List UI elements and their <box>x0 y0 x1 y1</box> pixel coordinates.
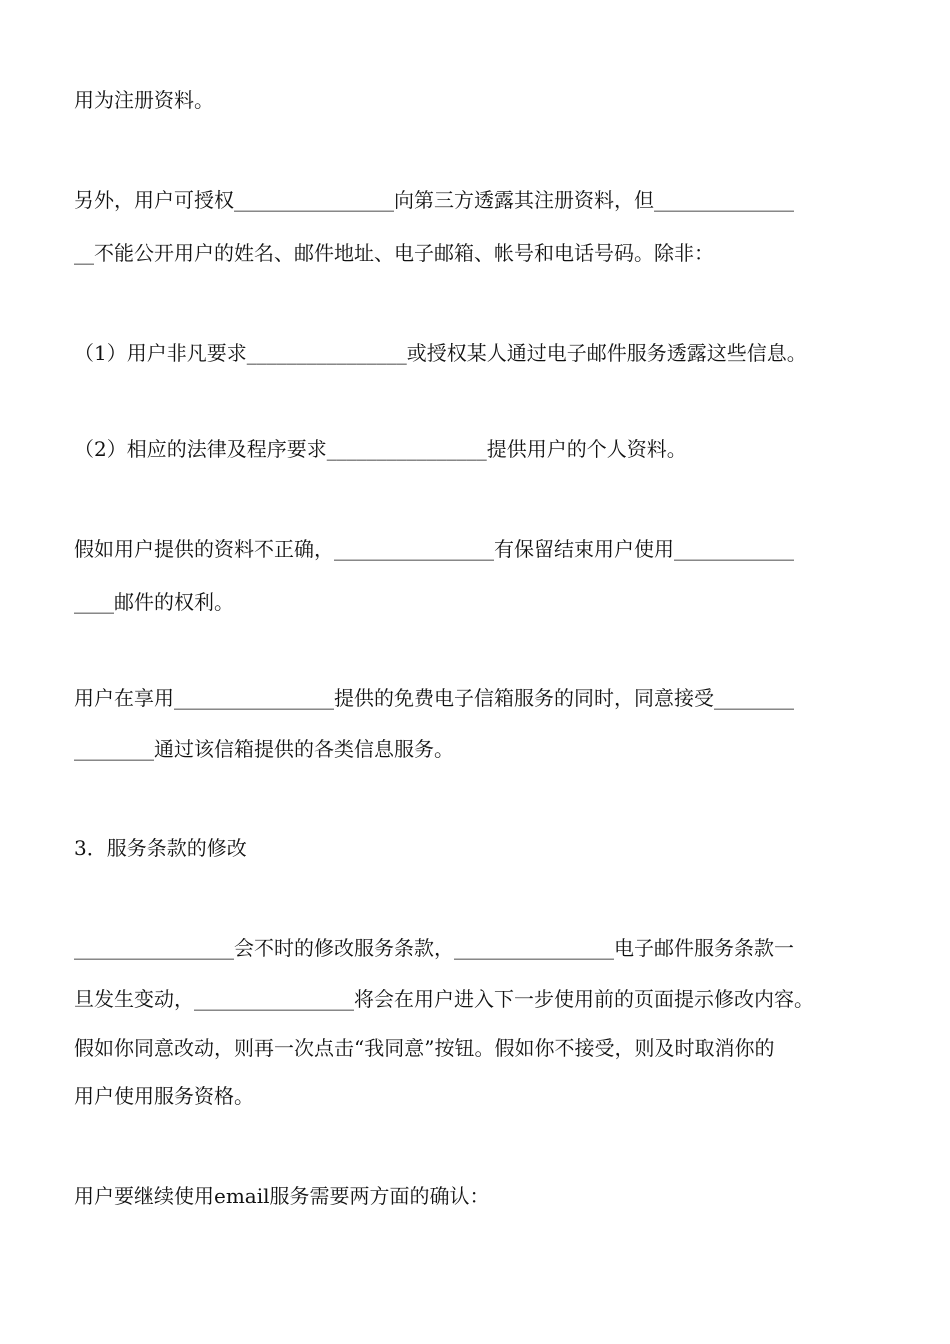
text-line: 用户在享用________________提供的免费电子信箱服务的同时，同意接受________ <box>74 686 794 710</box>
text-line: ____邮件的权利。 <box>74 590 234 614</box>
text-line: 用为注册资料。 <box>74 88 214 112</box>
text-line: __不能公开用户的姓名、邮件地址、电子邮箱、帐号和电话号码。除非： <box>74 241 714 265</box>
text-line: ________________会不时的修改服务条款，________________电子邮件服务条款一 <box>74 936 794 960</box>
text-line: 假如你同意改动，则再一次点击“我同意”按钮。假如你不接受，则及时取消你的 <box>74 1036 775 1060</box>
text-line: 另外，用户可授权________________向第三方透露其注册资料，但______________ <box>74 188 794 212</box>
section-heading: 3．服务条款的修改 <box>74 836 247 860</box>
text-line: （1）用户非凡要求________________或授权某人通过电子邮件服务透露这些信息。 <box>74 341 807 365</box>
text-line: ________通过该信箱提供的各类信息服务。 <box>74 737 454 761</box>
text-line: 用户要继续使用email服务需要两方面的确认： <box>74 1184 490 1208</box>
text-line: 用户使用服务资格。 <box>74 1084 254 1108</box>
text-line: （2）相应的法律及程序要求________________提供用户的个人资料。 <box>74 437 687 461</box>
text-line: 旦发生变动，________________将会在用户进入下一步使用前的页面提示修改内容。 <box>74 987 814 1011</box>
text-line: 假如用户提供的资料不正确，________________有保留结束用户使用____________ <box>74 537 794 561</box>
